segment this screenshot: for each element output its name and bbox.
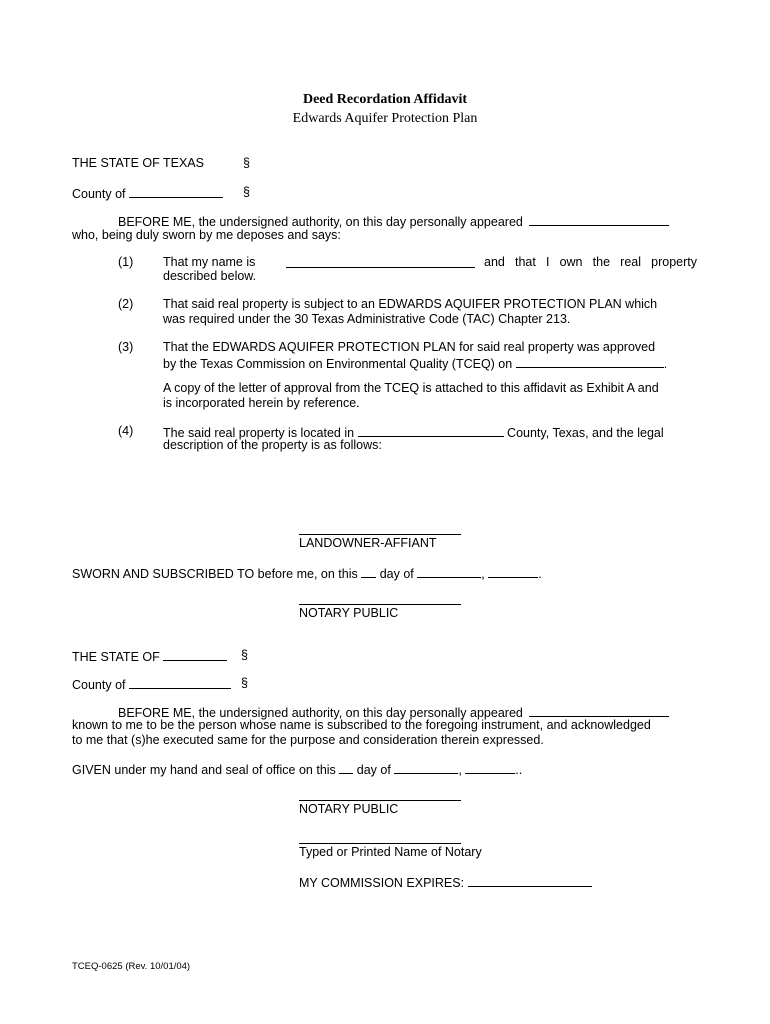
county2-label: County of	[72, 678, 126, 692]
item-number: (1)	[118, 255, 134, 269]
item-number: (3)	[118, 340, 134, 354]
county-line	[72, 185, 223, 202]
given-line	[72, 761, 522, 778]
typed-name-label: Typed or Printed Name of Notary	[299, 845, 482, 859]
landowner-label: LANDOWNER-AFFIANT	[299, 536, 437, 550]
period: .	[663, 357, 668, 371]
county-label: County of	[72, 187, 126, 201]
section-symbol: §	[241, 676, 248, 690]
comma: ,	[481, 567, 485, 581]
item3-line2-text: by the Texas Commission on Environmental Quality (TCEQ) on	[163, 357, 513, 371]
item1-text-c: described below.	[163, 269, 257, 283]
item3-line2	[163, 355, 667, 372]
commission-expires-input[interactable]	[468, 874, 592, 887]
item-number: (4)	[118, 424, 134, 438]
notary-signature-line[interactable]	[299, 604, 461, 605]
day-of-text: day of	[356, 763, 391, 777]
given-year-input[interactable]	[465, 761, 515, 774]
sworn-subscribed-line	[72, 565, 542, 582]
county-input[interactable]	[129, 185, 223, 198]
item3-line1: That the EDWARDS AQUIFER PROTECTION PLAN for said real property was approved	[163, 340, 656, 354]
state2-input[interactable]	[163, 648, 227, 661]
commission-line	[299, 874, 592, 891]
item1-text-b: and that I own the real property	[484, 255, 697, 269]
form-id: TCEQ-0625 (Rev. 10/01/04)	[72, 961, 191, 972]
period: ..	[515, 763, 523, 777]
before-me-text: BEFORE ME, the undersigned authority, on this day personally appeared	[118, 215, 523, 229]
commission-label: MY COMMISSION EXPIRES:	[299, 876, 465, 890]
copy-line2: is incorporated herein by reference.	[163, 396, 360, 410]
notary-label: NOTARY PUBLIC	[299, 606, 399, 620]
item2-line2: was required under the 30 Texas Administrative Code (TAC) Chapter 213.	[163, 312, 571, 326]
copy-line1: A copy of the letter of approval from the TCEQ is attached to this affidavit as Exhibit A and	[163, 381, 659, 395]
item4-line2: description of the property is as follows:	[163, 438, 382, 452]
property-county-input[interactable]	[358, 424, 504, 437]
given-month-input[interactable]	[394, 761, 458, 774]
comma: ,	[458, 763, 462, 777]
document-subtitle: Edwards Aquifer Protection Plan	[292, 111, 478, 126]
notary-name-line[interactable]	[299, 843, 461, 844]
sworn-year-input[interactable]	[488, 565, 538, 578]
item4-text-b: County, Texas, and the legal	[507, 426, 664, 440]
sworn-line: who, being duly sworn by me deposes and says:	[72, 228, 341, 242]
item-number: (2)	[118, 297, 134, 311]
day-of-text: day of	[379, 567, 414, 581]
appeared2-name-input[interactable]	[529, 704, 669, 717]
state2-label: THE STATE OF	[72, 650, 160, 664]
county2-line	[72, 676, 231, 693]
appeared-name-input[interactable]	[529, 213, 669, 226]
item1-text-a: That my name is	[163, 255, 256, 269]
sworn-text: SWORN AND SUBSCRIBED TO before me, on this	[72, 567, 358, 581]
section-symbol: §	[243, 185, 250, 199]
approval-date-input[interactable]	[516, 355, 664, 368]
section-symbol: §	[241, 648, 248, 662]
owner-name-input[interactable]	[286, 255, 475, 268]
sworn-day-input[interactable]	[361, 565, 376, 578]
item4-text-a: The said real property is located in	[163, 426, 355, 440]
given-day-input[interactable]	[339, 761, 353, 774]
sworn-month-input[interactable]	[417, 565, 481, 578]
known-line2: to me that (s)he executed same for the purpose and consideration therein expressed.	[72, 733, 544, 747]
state2-line	[72, 648, 227, 665]
given-text: GIVEN under my hand and seal of office on this	[72, 763, 336, 777]
state-label: THE STATE OF TEXAS	[72, 156, 204, 170]
item2-line1: That said real property is subject to an EDWARDS AQUIFER PROTECTION PLAN which	[163, 297, 658, 311]
before-me2-text: BEFORE ME, the undersigned authority, on this day personally appeared	[118, 706, 523, 720]
landowner-signature-line[interactable]	[299, 534, 461, 535]
notary2-signature-line[interactable]	[299, 800, 461, 801]
known-line1: known to me to be the person whose name is subscribed to the foregoing instrument, and acknowledged	[72, 718, 651, 732]
document-title: Deed Recordation Affidavit	[302, 92, 468, 107]
period: .	[538, 567, 542, 581]
county2-input[interactable]	[129, 676, 231, 689]
section-symbol: §	[243, 156, 250, 170]
notary2-label: NOTARY PUBLIC	[299, 802, 399, 816]
